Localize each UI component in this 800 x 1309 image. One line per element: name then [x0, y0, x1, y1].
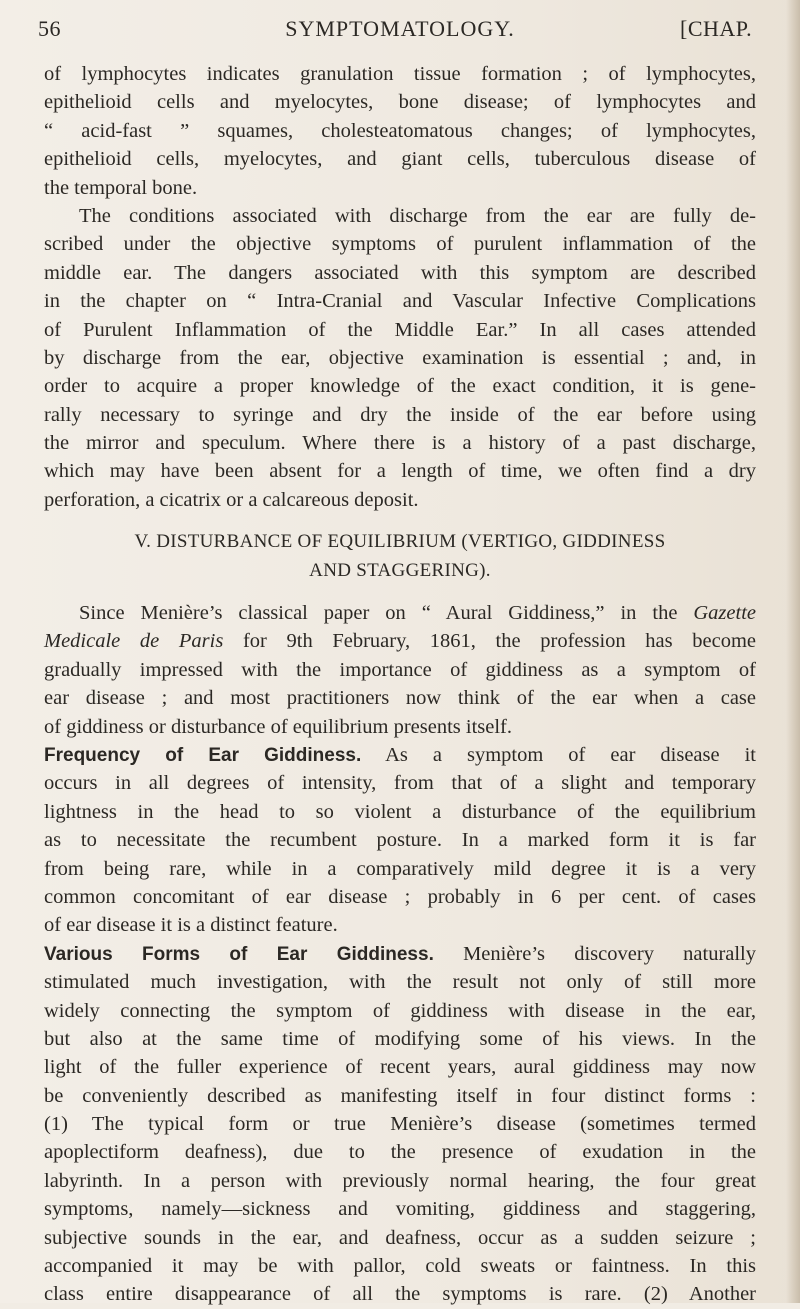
text-line: in the chapter on “ Intra-Cranial and Vascular Infective Complications: [44, 290, 756, 313]
text-line: but also at the same time of modifying some of his views. In the: [44, 1027, 756, 1050]
text-line: which may have been absent for a length of time, we often find a dry: [44, 460, 756, 483]
text-line: symptoms, namely—sickness and vomiting, giddiness and staggering,: [44, 1198, 756, 1221]
chapter-mark: [CHAP.: [680, 16, 753, 41]
text-line: lightness in the head to so violent a disturbance of the equilibrium: [44, 800, 756, 823]
spacer: [44, 514, 756, 528]
text-line: stimulated much investigation, with the result not only of still more: [44, 971, 756, 994]
text-line: class entire disappearance of all the symptoms is rare. (2) Another: [44, 1283, 756, 1306]
text-run: for 9th February, 1861, the profession has become: [223, 630, 756, 653]
text-line: rally necessary to syringe and dry the inside of the ear before using: [44, 403, 756, 426]
text-line: widely connecting the symptom of giddiness with disease in the ear,: [44, 999, 756, 1022]
text-line: “ acid-fast ” squames, cholesteatomatous changes; of lymphocytes,: [44, 119, 756, 142]
paragraph-2: [44, 202, 756, 514]
page-body: [44, 60, 756, 1309]
text-line: [44, 599, 756, 627]
text-line: [44, 940, 756, 968]
page-edge-shadow: [786, 0, 800, 1303]
text-run: As a symptom of ear disease it: [361, 743, 756, 766]
text-line: apoplectiform deafness), due to the presence of exudation in the: [44, 1141, 756, 1164]
text-line: occurs in all degrees of intensity, from that of a slight and temporary: [44, 772, 756, 795]
text-line: epithelioid cells, myelocytes, and giant cells, tuberculous disease of: [44, 148, 756, 171]
text-line: of giddiness or disturbance of equilibrium presents itself.: [44, 715, 512, 738]
text-line: by discharge from the ear, objective examination is essential ; and, in: [44, 346, 756, 369]
paragraph-3: [44, 599, 756, 741]
text-line: labyrinth. In a person with previously normal hearing, the four great: [44, 1169, 756, 1192]
text-line: [44, 741, 756, 769]
text-line: the mirror and speculum. Where there is a history of a past discharge,: [44, 432, 756, 455]
text-line: light of the fuller experience of recent years, aural giddiness may now: [44, 1056, 756, 1079]
section-heading-line: V. DISTURBANCE OF EQUILIBRIUM (VERTIGO, GIDDINESS: [134, 531, 666, 553]
text-line: as to necessitate the recumbent posture. In a marked form it is far: [44, 829, 756, 852]
section-heading-line: AND STAGGERING).: [309, 559, 491, 581]
page-number: 56: [38, 16, 61, 41]
text-line: gradually impressed with the importance of giddiness as a symptom of: [44, 658, 756, 681]
paragraph-1: [44, 60, 756, 202]
journal-title: Gazette: [693, 602, 756, 625]
text-line: middle ear. The dangers associated with this symptom are described: [44, 261, 756, 284]
text-line: be conveniently described as manifesting itself in four distinct forms :: [44, 1084, 756, 1107]
text-line: of ear disease it is a distinct feature.: [44, 914, 338, 937]
text-line: scribed under the objective symptoms of purulent inflammation of the: [44, 233, 756, 256]
text-line: [44, 627, 756, 655]
page-header: [0, 16, 800, 48]
text-line: The conditions associated with discharge from the ear are fully de-: [79, 204, 756, 227]
text-line: of Purulent Inflammation of the Middle Ear.” In all cases attended: [44, 318, 756, 341]
text-run: Menière’s discovery naturally: [433, 942, 757, 965]
paragraph-4: [44, 741, 756, 940]
text-line: ear disease ; and most practitioners now think of the ear when a case: [44, 687, 756, 710]
running-title: SYMPTOMATOLOGY.: [285, 16, 515, 41]
run-in-heading: Frequency of Ear Giddiness.: [44, 744, 362, 766]
text-line: order to acquire a proper knowledge of the exact condition, it is gene-: [44, 375, 756, 398]
text-line: of lymphocytes indicates granulation tissue formation ; of lymphocytes,: [44, 63, 756, 85]
text-run: Since Menière’s classical paper on “ Aural Giddiness,” in the: [79, 602, 694, 625]
text-line: accompanied it may be with pallor, cold sweats or faintness. In this: [44, 1255, 756, 1278]
text-line: epithelioid cells and myelocytes, bone disease; of lymphocytes and: [44, 91, 756, 114]
text-line: from being rare, while in a comparatively mild degree it is a very: [44, 857, 756, 880]
text-line: common concomitant of ear disease ; probably in 6 per cent. of cases: [44, 885, 756, 908]
journal-title: Medicale de Paris: [44, 630, 224, 653]
text-line: subjective sounds in the ear, and deafness, occur as a sudden seizure ;: [44, 1226, 756, 1249]
run-in-heading: Various Forms of Ear Giddiness.: [44, 943, 434, 965]
spacer: [44, 585, 756, 599]
text-line: (1) The typical form or true Menière’s disease (sometimes termed: [44, 1113, 756, 1136]
section-heading: [44, 528, 756, 585]
text-line: the temporal bone.: [44, 176, 198, 199]
paragraph-5: [44, 940, 756, 1309]
text-line: perforation, a cicatrix or a calcareous deposit.: [44, 488, 419, 511]
